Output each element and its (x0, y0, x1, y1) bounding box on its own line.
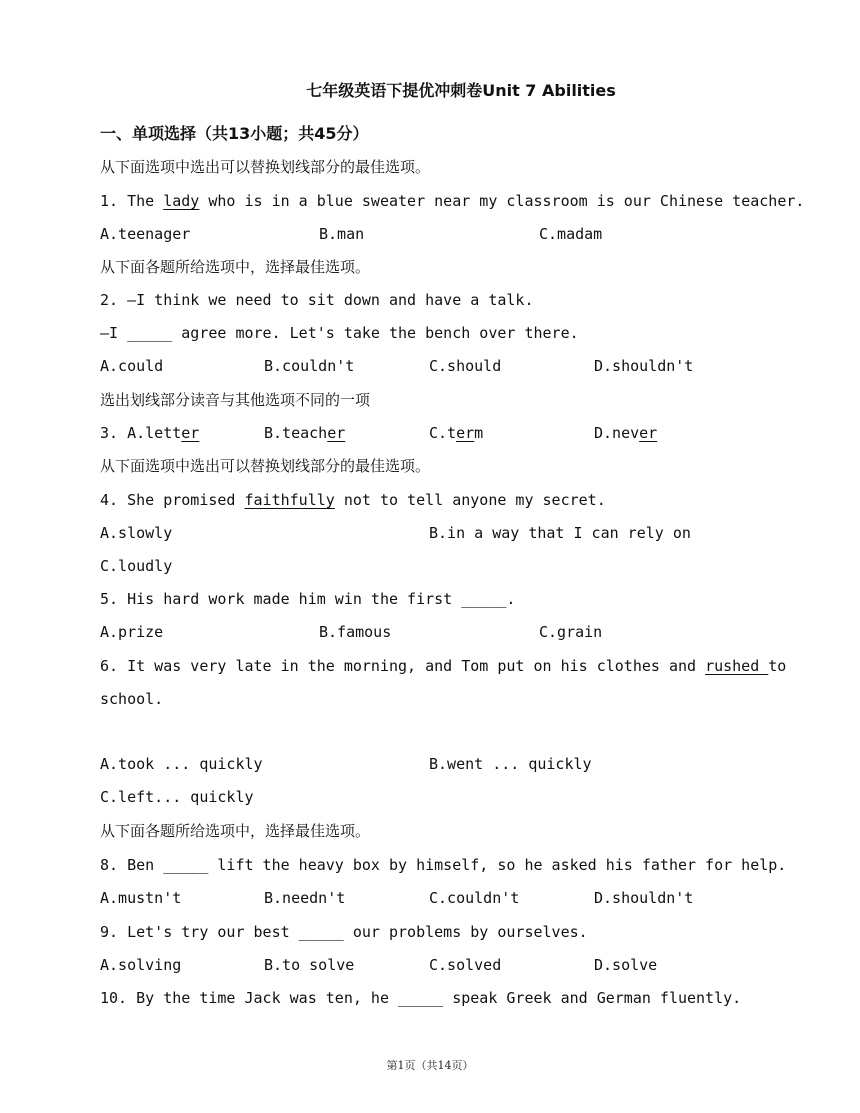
question-5: 5. His hard work made him win the first _____. (100, 590, 516, 608)
q3-option-b: B.teacher (264, 424, 346, 442)
q4-option-c: C.loudly (100, 557, 173, 575)
instruction-replace-1: 从下面选项中选出可以替换划线部分的最佳选项。 (100, 158, 431, 176)
q6-option-a: A.took ... quickly (100, 755, 263, 773)
q1-option-b: B.man (319, 225, 365, 243)
instruction-choose-1: 从下面各题所给选项中，选择最佳选项。 (100, 258, 371, 276)
q2-option-d: D.shouldn't (594, 357, 694, 375)
q4-option-a: A.slowly (100, 524, 173, 542)
q8-option-c: C.couldn't (429, 889, 520, 907)
q8-option-d: D.shouldn't (594, 889, 694, 907)
q9-option-a: A.solving (100, 956, 182, 974)
q2-option-b: B.couldn't (264, 357, 355, 375)
question-2-line-2: —I _____ agree more. Let's take the bench over there. (100, 324, 579, 342)
q2-option-c: C.should (429, 357, 502, 375)
question-4: 4. She promised faithfully not to tell anyone my secret. (100, 491, 606, 509)
question-9: 9. Let's try our best _____ our problems by ourselves. (100, 923, 588, 941)
q8-option-b: B.needn't (264, 889, 346, 907)
section-heading: 一、单项选择（共13小题；共45分） (100, 124, 369, 143)
q5-option-c: C.grain (539, 623, 603, 641)
q1-option-c: C.madam (539, 225, 603, 243)
q6-option-c: C.left... quickly (100, 788, 254, 806)
q9-option-b: B.to solve (264, 956, 355, 974)
page-footer: 第1页（共14页） (386, 1059, 474, 1072)
q8-option-a: A.mustn't (100, 889, 182, 907)
underlined-word: lady (163, 192, 200, 210)
underlined-word: faithfully (244, 491, 335, 509)
question-2-line-1: 2. —I think we need to sit down and have a talk. (100, 291, 534, 309)
q9-option-c: C.solved (429, 956, 502, 974)
instruction-pronunciation: 选出划线部分读音与其他选项不同的一项 (100, 391, 371, 409)
q5-option-a: A.prize (100, 623, 164, 641)
underlined-word: rushed (705, 657, 769, 675)
page-title: 七年级英语下提优冲刺卷Unit 7 Abilities (306, 81, 616, 100)
q5-option-b: B.famous (319, 623, 392, 641)
q1-option-a: A.teenager (100, 225, 191, 243)
q6-option-b: B.went ... quickly (429, 755, 592, 773)
q3-option-a: 3. A.letter (100, 424, 200, 442)
q3-option-d: D.never (594, 424, 658, 442)
instruction-replace-2: 从下面选项中选出可以替换划线部分的最佳选项。 (100, 457, 431, 475)
q3-option-c: C.term (429, 424, 484, 442)
instruction-choose-2: 从下面各题所给选项中，选择最佳选项。 (100, 822, 371, 840)
question-8: 8. Ben _____ lift the heavy box by himself, so he asked his father for help. (100, 856, 787, 874)
q4-option-b: B.in a way that I can rely on (429, 524, 691, 542)
question-1: 1. The lady who is in a blue sweater near my classroom is our Chinese teacher. (100, 192, 805, 210)
question-10: 10. By the time Jack was ten, he _____ speak Greek and German fluently. (100, 989, 742, 1007)
q2-option-a: A.could (100, 357, 164, 375)
question-6-line-2: school. (100, 690, 164, 708)
q9-option-d: D.solve (594, 956, 658, 974)
question-6-line-1: 6. It was very late in the morning, and Tom put on his clothes and rushed to (100, 657, 787, 675)
